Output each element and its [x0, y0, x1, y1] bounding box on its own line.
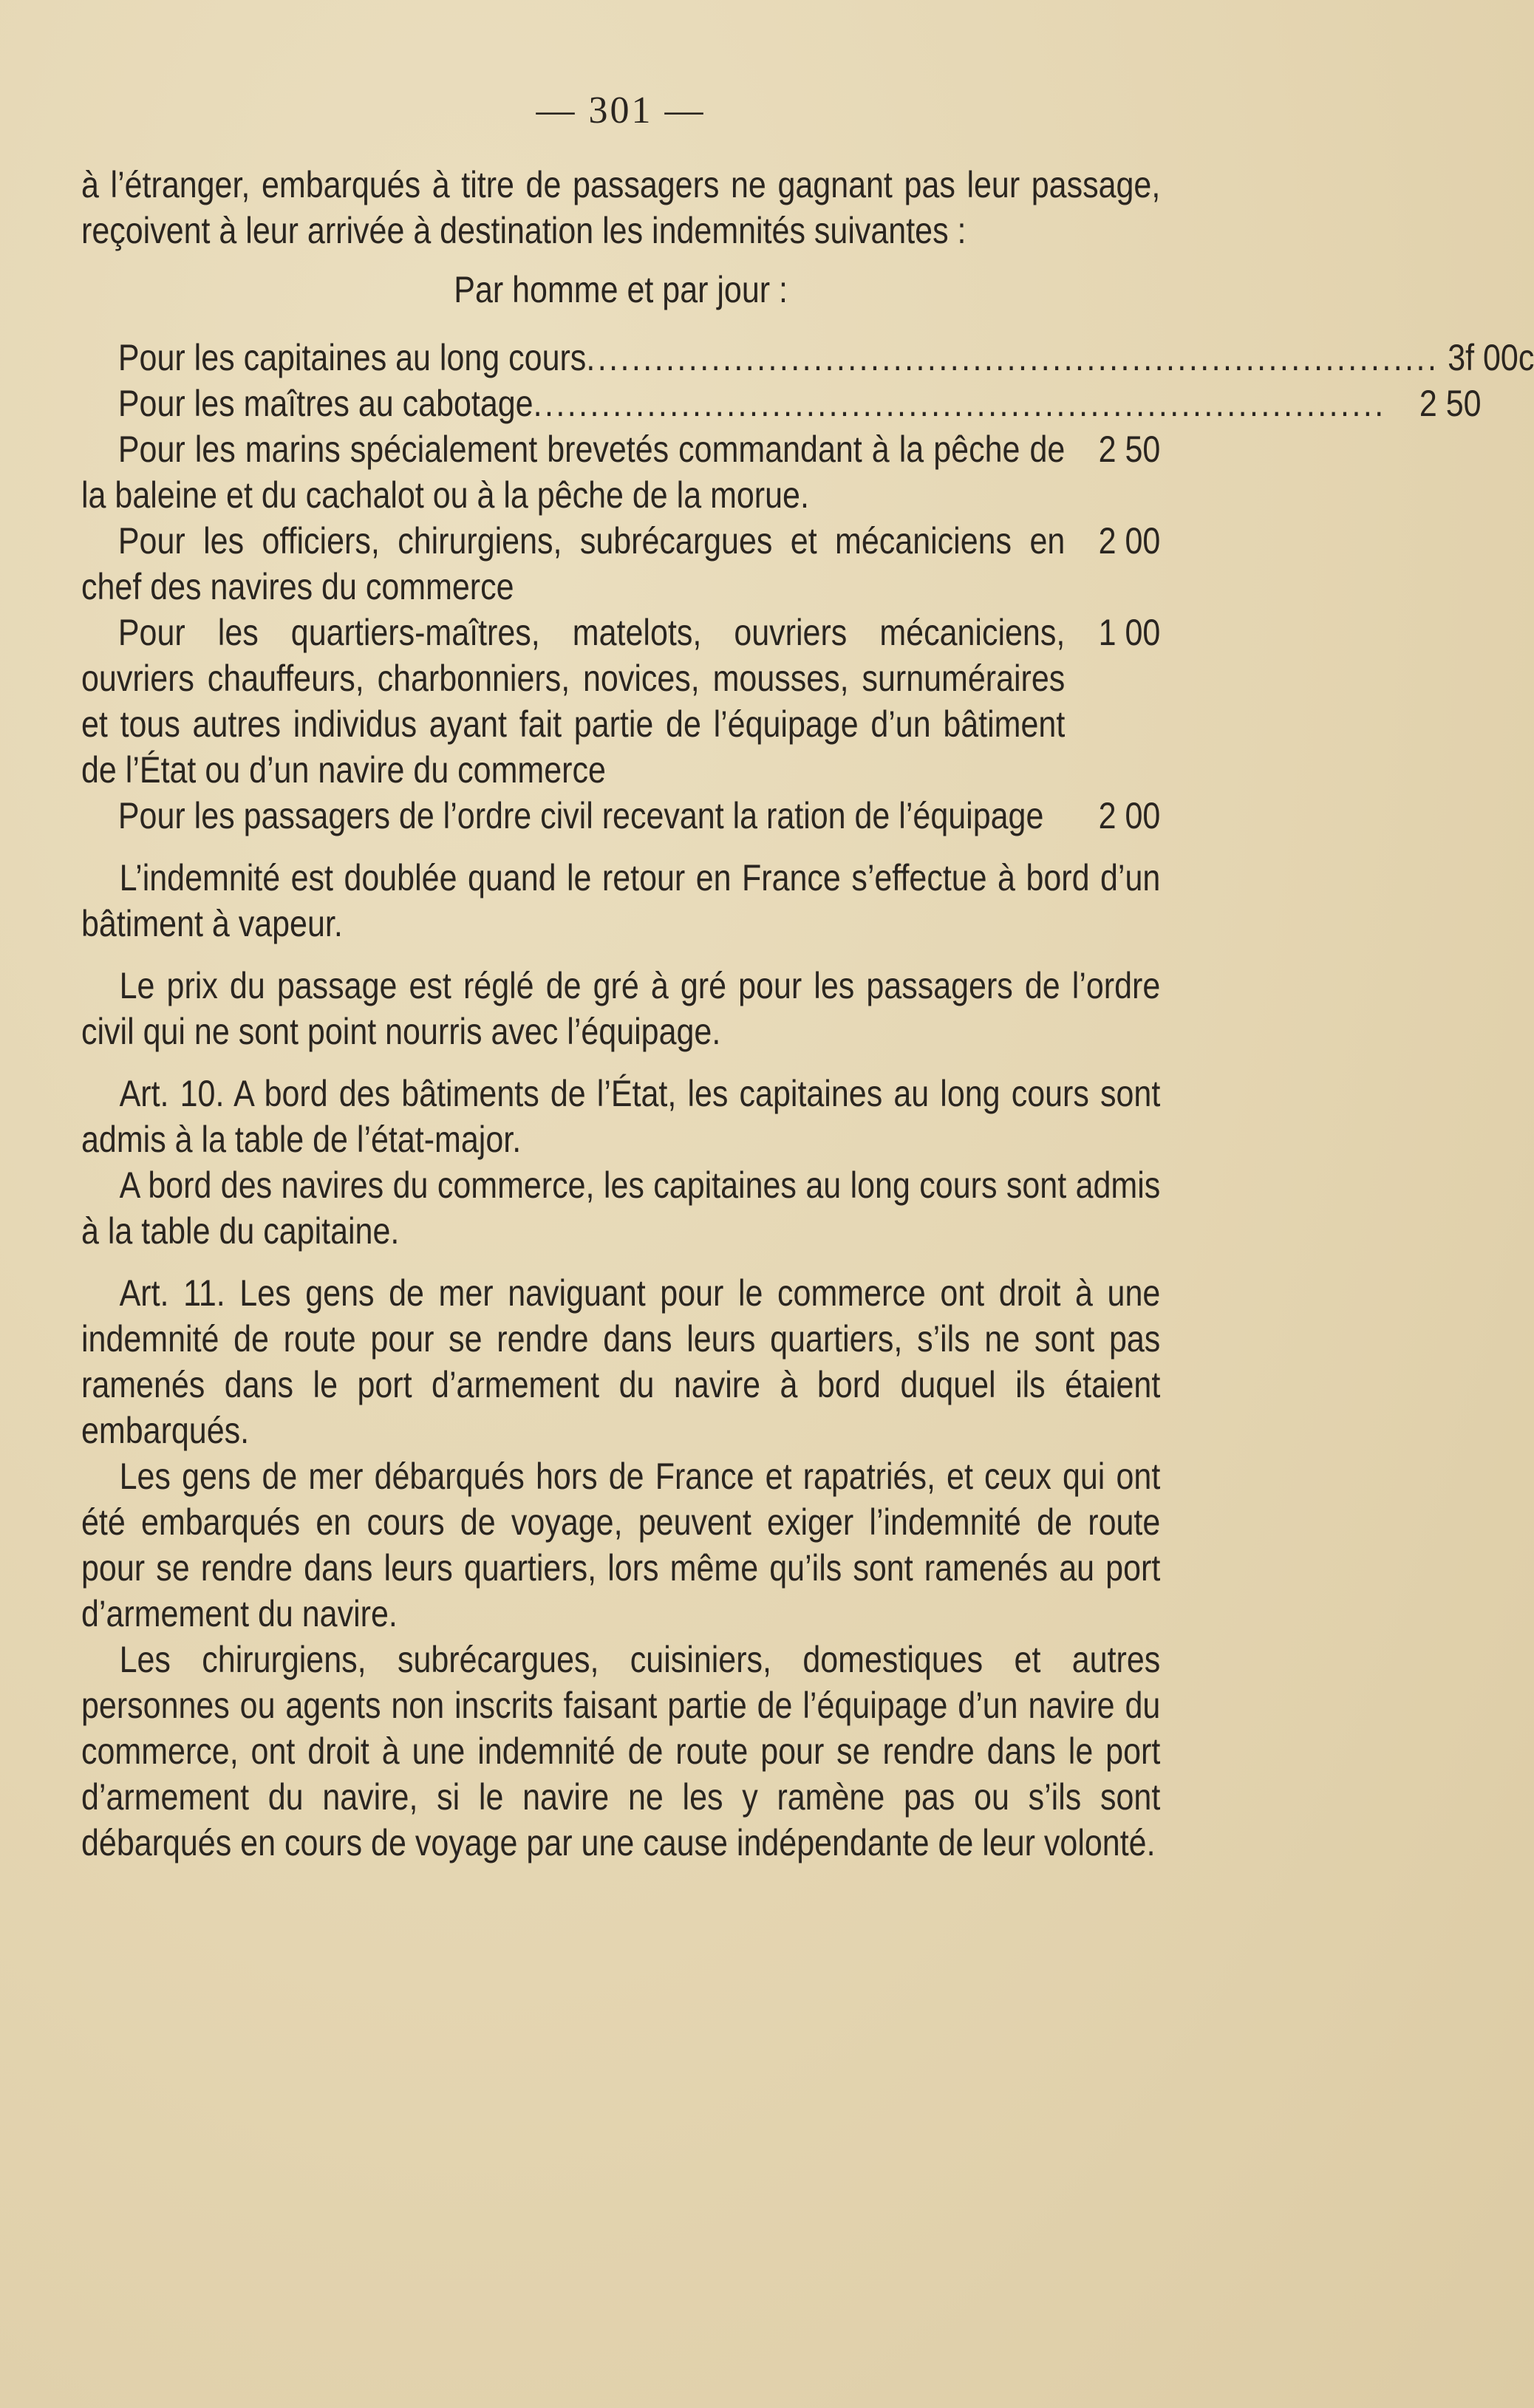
rate-amount: 3f 00c — [1448, 337, 1534, 378]
body-paragraph: Le prix du passage est réglé de gré à gré pour les passagers de l’ordre civil qui ne sont point nourris avec l’équipage. — [81, 965, 1161, 1052]
page-body — [81, 162, 1534, 1866]
rate-amount: 2 50 — [1098, 429, 1161, 470]
rate-label: Pour les capitaines au long cours — [117, 337, 587, 378]
page-number: — 301 — — [536, 89, 706, 132]
body-paragraph: Les gens de mer débarqués hors de France et rapatriés, et ceux qui ont été embarqués en cours de voyage, peuvent exiger l’indemnité de route pour se rendre dans leurs quartiers, lors même qu’ils sont ramenés au port d’armement du navire. — [81, 1456, 1161, 1634]
rates-list — [117, 335, 1534, 426]
body-paragraph: Les chirurgiens, subrécargues, cuisiniers, domestiques et autres personnes ou agents non inscrits faisant partie de l’équipage d’un navire du commerce, ont droit à une indemnité de route pour se rendre dans le port d’armement du navire, si le navire ne les y ramène pas ou s’ils sont débarqués en cours de voyage par une cause indépendante de leur volonté. — [81, 1639, 1161, 1863]
article-10-paragraph: Art. 10. A bord des bâtiments de l’État, les capitaines au long cours sont admis à la table de l’état-major. — [81, 1073, 1161, 1160]
rate-line — [117, 381, 1482, 426]
intro-paragraph: à l’étranger, embarqués à titre de passagers ne gagnant pas leur passage, reçoivent à leur arrivée à destination les indemnités suivantes : — [81, 164, 1161, 251]
body-paragraph: L’indemnité est doublée quand le retour en France s’effectue à bord d’un bâtiment à vapeur. — [81, 857, 1161, 944]
leader-dots: ........................................................................... — [586, 337, 1439, 378]
rate-label: Pour les quartiers-maîtres, matelots, ouvriers mécaniciens, ouvriers chauffeurs, charbonniers, novices, mousses, surnuméraires et tous autres individus ayant fait partie de l’équipage d’un bâtiment de l’État ou d’un navire du commerce — [81, 612, 1066, 791]
book-page — [81, 89, 1534, 1866]
article-11-paragraph: Art. 11. Les gens de mer naviguant pour le commerce ont droit à une indemnité de route pour se rendre dans leurs quartiers, s’ils ne sont pas ramenés dans le port d’armement du navire à bord duquel ils étaient embarqués. — [81, 1272, 1161, 1451]
rate-amount: 1 00 — [1098, 612, 1161, 653]
rate-amount: 2 00 — [1098, 520, 1161, 562]
rate-line-long — [81, 518, 1160, 610]
leader-dots: ........................................................................... — [533, 383, 1386, 424]
rate-label: Pour les marins spécialement brevetés commandant à la pêche de la baleine et du cachalot ou à la pêche de la morue. — [81, 429, 1066, 516]
rate-line-long — [81, 793, 1160, 839]
rate-amount: 2 00 — [1098, 795, 1161, 836]
rate-label: Pour les officiers, chirurgiens, subrécargues et mécaniciens en chef des navires du commerce — [81, 520, 1066, 607]
rate-label: Pour les maîtres au cabotage — [117, 383, 534, 424]
rate-amount: 2 50 — [1419, 383, 1482, 424]
rate-line-long — [81, 426, 1160, 518]
rate-line — [117, 335, 1534, 381]
rates-heading: Par homme et par jour : — [454, 269, 788, 310]
body-paragraph: A bord des navires du commerce, les capitaines au long cours sont admis à la table du capitaine. — [81, 1164, 1161, 1252]
rate-label: Pour les passagers de l’ordre civil recevant la ration de l’équipage — [117, 795, 1044, 836]
rate-line-long — [81, 610, 1160, 793]
